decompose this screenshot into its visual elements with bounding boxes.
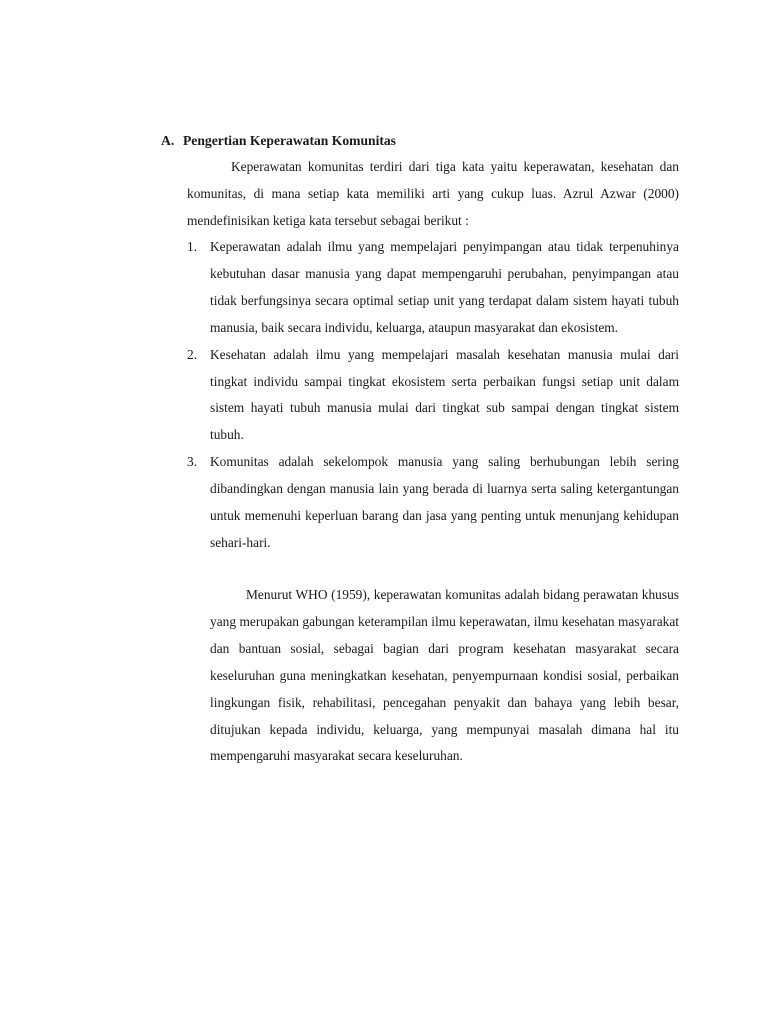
section-heading — [161, 128, 396, 154]
intro-paragraph: Keperawatan komunitas terdiri dari tiga kata yaitu keperawatan, kesehatan dan komunitas, di mana setiap kata memiliki arti yang cukup luas. Azrul Azwar (2000) mendefinisikan ketiga kata tersebut sebagai berikut : — [187, 159, 679, 228]
list-item — [187, 234, 679, 342]
section-title: Pengertian Keperawatan Komunitas — [183, 133, 396, 148]
list-item-text: Komunitas adalah sekelompok manusia yang saling berhubungan lebih sering dibandingkan dengan manusia lain yang berada di luarnya serta saling ketergantungan untuk memenuhi keperluan barang dan jasa yang penting untuk menunjang kehidupan sehari-hari. — [210, 454, 679, 550]
list-number: 1. — [187, 239, 198, 254]
closing-paragraph: Menurut WHO (1959), keperawatan komunitas adalah bidang perawatan khusus yang merupakan gabungan keterampilan ilmu keperawatan, ilmu kesehatan masyarakat dan bantuan sosial, sebagai bagian dari program kesehatan masyarakat secara keseluruhan guna meningkatkan kesehatan, penyempurnaan kondisi sosial, perbaikan lingkungan fisik, rehabilitasi, pencegahan penyakit dan bahaya yang lebih besar, ditujukan kepada individu, keluarga, yang mempunyai masalah dimana hal itu mempengaruhi masyarakat secara keseluruhan. — [210, 587, 679, 764]
list-item — [187, 342, 679, 450]
list-number: 2. — [187, 346, 198, 362]
list-item — [187, 449, 679, 557]
definition-list — [187, 234, 679, 557]
section-letter: A. — [161, 133, 175, 148]
list-number: 3. — [187, 454, 198, 470]
list-item-text: Kesehatan adalah ilmu yang mempelajari masalah kesehatan manusia mulai dari tingkat individu sampai tingkat ekosistem serta perbaikan fungsi setiap unit dalam sistem hayati tubuh manusia mulai dari tingkat sub sampai dengan tingkat sistem tubuh. — [210, 346, 679, 443]
list-item-text: Keperawatan adalah ilmu yang mempelajari penyimpangan atau tidak terpenuhinya kebutuhan dasar manusia yang dapat mempengaruhi perubahan, penyimpangan atau tidak berfungsinya secara optimal setiap unit yang terdapat dalam sistem hayati tubuh manusia, baik secara individu, keluarga, ataupun masyarakat dan ekosistem. — [210, 239, 679, 335]
